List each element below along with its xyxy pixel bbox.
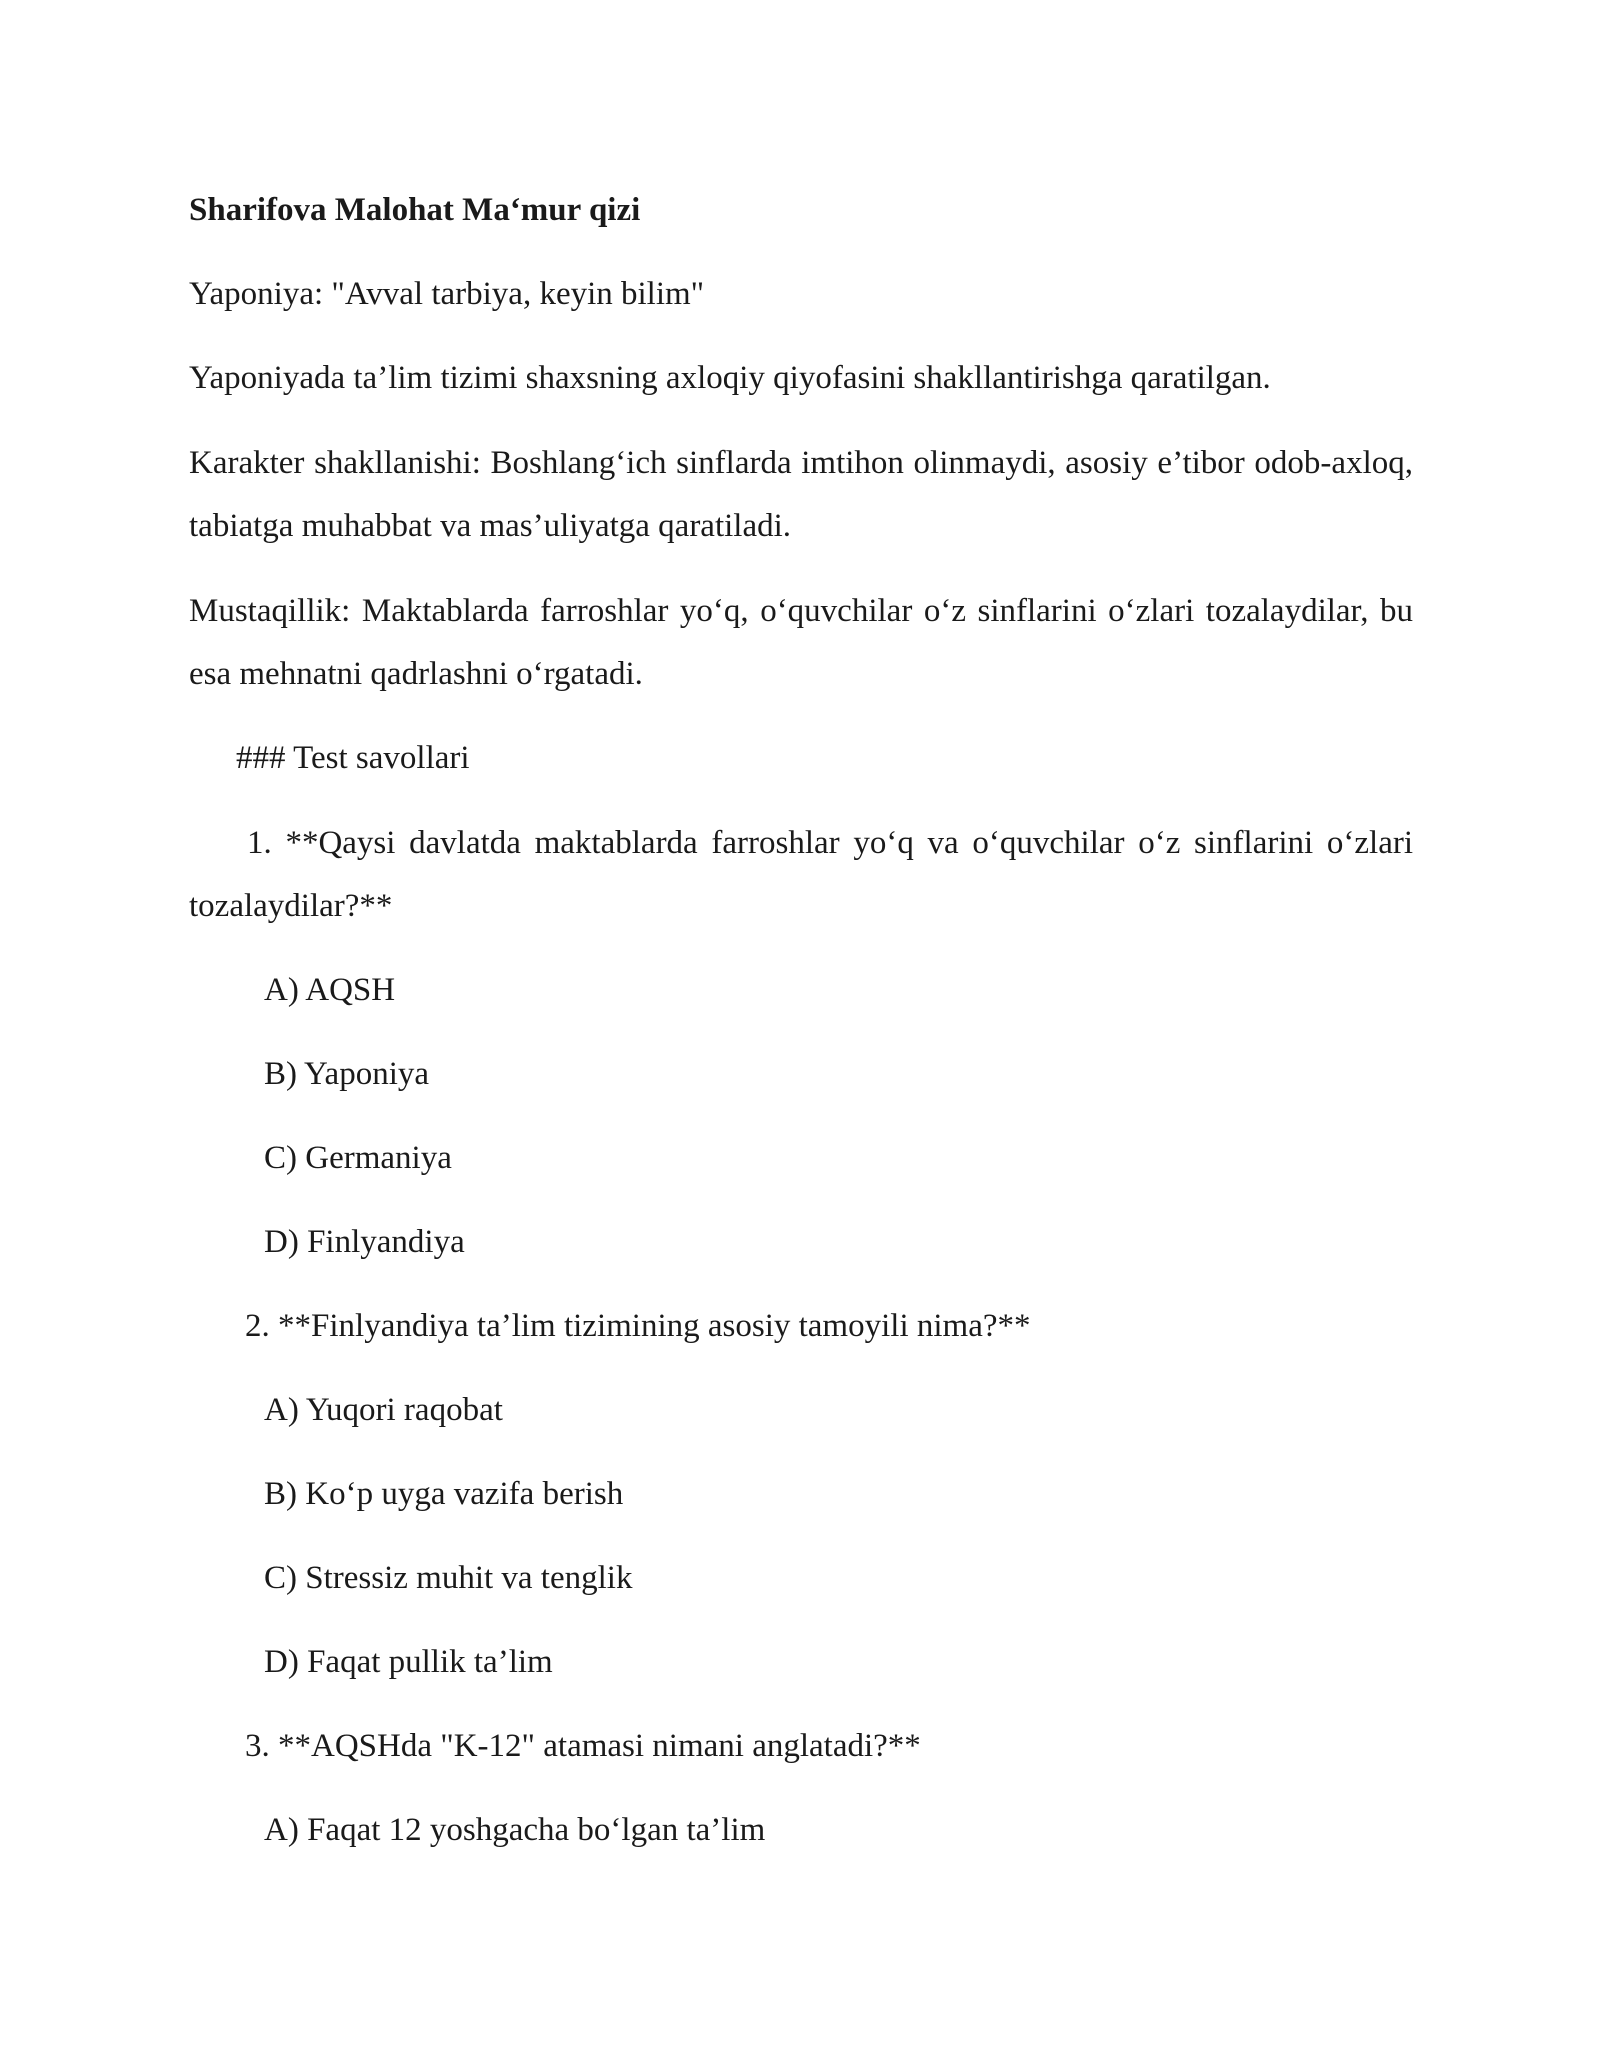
question-2-option-c: C) Stressiz muhit va tenglik — [264, 1560, 633, 1596]
author-name: Sharifova Malohat Ma‘mur qizi — [189, 192, 641, 228]
question-1: 1. **Qaysi davlatda maktablarda farroshlar yo‘q va o‘quvchilar o‘z sinflarini o‘zlari tozalaydilar?** — [189, 825, 1413, 924]
intro-paragraph: Yaponiyada ta’lim tizimi shaxsning axloqiy qiyofasini shakllantirishga qaratilgan. — [189, 360, 1271, 396]
question-1-option-c: C) Germaniya — [264, 1140, 452, 1176]
character-paragraph: Karakter shakllanishi: Boshlang‘ich sinflarda imtihon olinmaydi, asosiy e’tibor odob-axloq, tabiatga muhabbat va mas’uliyatga qaratiladi. — [189, 445, 1413, 544]
question-1-option-a: A) AQSH — [264, 972, 396, 1008]
section-heading: Yaponiya: "Avval tarbiya, keyin bilim" — [189, 276, 705, 312]
question-2: 2. **Finlyandiya ta’lim tizimining asosiy tamoyili nima?** — [245, 1308, 1031, 1344]
question-2-option-d: D) Faqat pullik ta’lim — [264, 1644, 553, 1680]
question-3-option-a: A) Faqat 12 yoshgacha bo‘lgan ta’lim — [264, 1812, 766, 1848]
question-2-option-a: A) Yuqori raqobat — [264, 1392, 503, 1428]
independence-paragraph: Mustaqillik: Maktablarda farroshlar yo‘q, o‘quvchilar o‘z sinflarini o‘zlari tozalaydilar, bu esa mehnatni qadrlashni o‘rgatadi. — [189, 593, 1413, 692]
question-1-option-b: B) Yaponiya — [264, 1056, 430, 1092]
question-1-option-d: D) Finlyandiya — [264, 1224, 465, 1260]
test-heading: ### Test savollari — [236, 740, 470, 776]
question-3: 3. **AQSHda "K-12" atamasi nimani anglatadi?** — [245, 1728, 921, 1764]
question-2-option-b: B) Ko‘p uyga vazifa berish — [264, 1476, 624, 1512]
